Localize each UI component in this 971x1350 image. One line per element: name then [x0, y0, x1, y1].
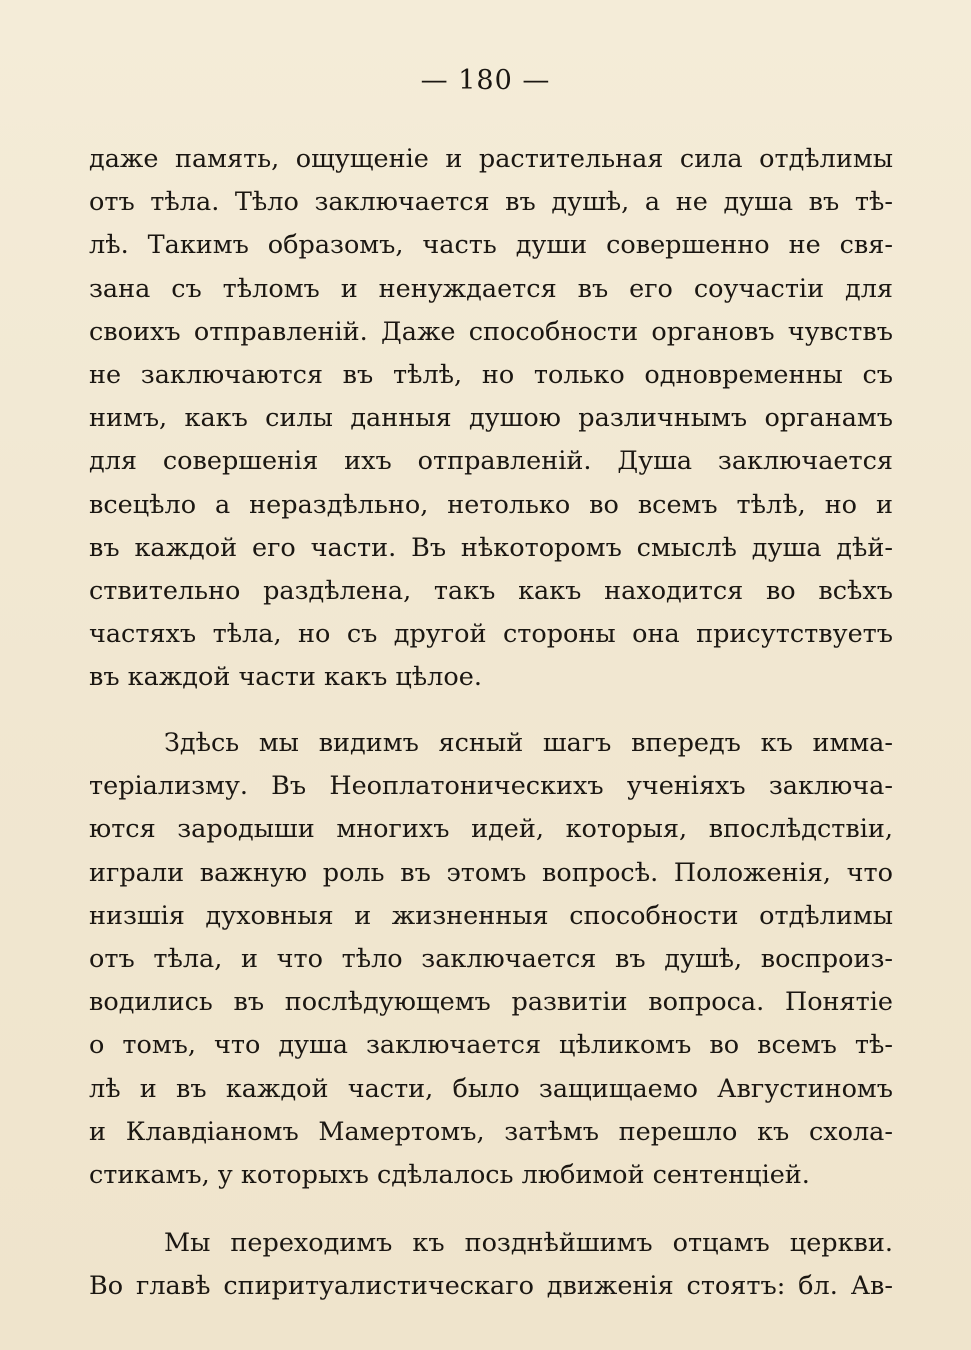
text-line: Мы переходимъ къ позднѣйшимъ отцамъ церкви. — [164, 1228, 893, 1258]
paragraph-3 — [89, 1222, 893, 1308]
text-line: ствительно раздѣлена, такъ какъ находится во всѣхъ — [89, 575, 893, 606]
text-line: лѣ и въ каждой части, было защищаемо Августиномъ — [89, 1073, 893, 1104]
text-line: играли важную роль въ этомъ вопросѣ. Положенія, что — [89, 857, 893, 888]
text-line: отъ тѣла, и что тѣло заключается въ душѣ, воспроиз- — [89, 943, 893, 974]
text-line: ются зародыши многихъ идей, которыя, впослѣдствіи, — [89, 814, 893, 845]
text-line: водились въ послѣдующемъ развитіи вопроса. Понятіе — [89, 987, 893, 1018]
text-line: зана съ тѣломъ и ненуждается въ его соучастіи для — [89, 273, 893, 304]
text-line: частяхъ тѣла, но съ другой стороны она присутствуетъ — [89, 619, 893, 650]
text-line: Здѣсь мы видимъ ясный шагъ впередъ къ имма- — [164, 728, 893, 758]
text-line: своихъ отправленій. Даже способности органовъ чувствъ — [89, 316, 893, 347]
text-line: въ каждой его части. Въ нѣкоторомъ смыслѣ душа дѣй- — [89, 532, 893, 563]
text-line: не заключаются въ тѣлѣ, но только одновременны съ — [89, 359, 893, 390]
text-line: нимъ, какъ силы данныя душою различнымъ органамъ — [89, 403, 893, 434]
text-line: для совершенія ихъ отправленій. Душа заключается — [89, 446, 893, 477]
text-line: низшія духовныя и жизненныя способности отдѣлимы — [89, 900, 893, 931]
text-line: Во главѣ спиритуалистическаго движенія стоятъ: бл. Ав- — [89, 1271, 893, 1302]
text-line: даже память, ощущеніе и растительная сила отдѣлимы — [89, 144, 893, 174]
paragraph-2 — [89, 722, 893, 1197]
text-line: и Клавдіаномъ Мамертомъ, затѣмъ перешло къ схола- — [89, 1116, 893, 1147]
text-line: о томъ, что душа заключается цѣликомъ во всемъ тѣ- — [89, 1030, 893, 1061]
text-line: всецѣло а нераздѣльно, нетолько во всемъ тѣлѣ, но и — [89, 489, 893, 520]
text-line: теріализму. Въ Неоплатоническихъ ученіяхъ заключа- — [89, 771, 893, 802]
text-line: лѣ. Такимъ образомъ, часть души совершенно не свя- — [89, 230, 893, 261]
paragraph-1 — [89, 138, 893, 699]
page-number: — 180 — — [420, 65, 551, 96]
text-line: отъ тѣла. Тѣло заключается въ душѣ, а не душа въ тѣ- — [89, 187, 893, 218]
text-line: въ каждой части какъ цѣлое. — [89, 662, 482, 693]
text-line: стикамъ, у которыхъ сдѣлалось любимой сентенціей. — [89, 1159, 810, 1190]
